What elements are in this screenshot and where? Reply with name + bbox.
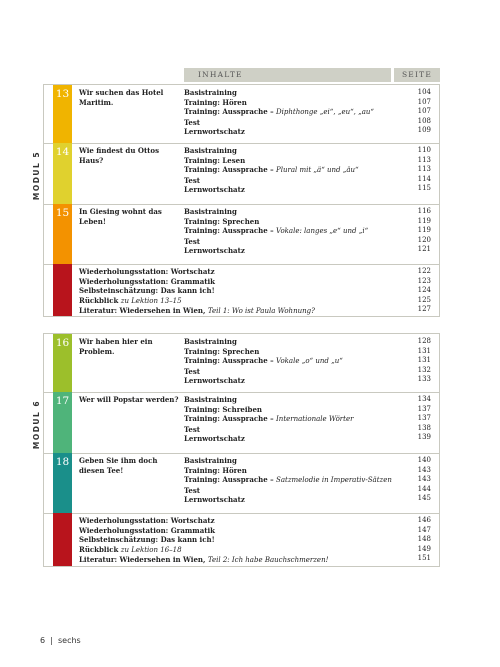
module-5 xyxy=(32,84,440,317)
item: Training: Hören xyxy=(184,465,247,475)
lesson-14[interactable] xyxy=(44,143,439,205)
lesson-items xyxy=(184,207,394,256)
item: Basistraining xyxy=(184,456,237,465)
lesson-title: Wie findest du Ottos Haus? xyxy=(79,146,160,165)
page-numbers: 146 147 148 149 151 xyxy=(417,516,431,562)
lesson-number-tab: 16 xyxy=(53,334,72,392)
page-footer xyxy=(40,636,81,645)
item: Training: Lesen xyxy=(184,155,246,165)
lesson-title: Geben Sie ihm doch diesen Tee! xyxy=(79,456,158,475)
item: Training: Sprechen xyxy=(184,216,260,226)
item: Training: Hören xyxy=(184,97,247,107)
item: Test xyxy=(184,366,201,376)
footer-separator: | xyxy=(50,636,53,645)
lesson-title: Wir suchen das Hotel Maritim. xyxy=(79,88,164,107)
review-items xyxy=(79,516,379,566)
item: Wiederholungsstation: Wortschatz xyxy=(79,516,215,525)
item: Lernwortschatz xyxy=(184,127,245,136)
review-section[interactable] xyxy=(44,513,439,566)
module-label: MODUL 6 xyxy=(32,399,42,449)
page-numbers: 134 137 137 138 139 xyxy=(417,395,431,441)
lesson-title: In Giesing wohnt das Leben! xyxy=(79,207,162,226)
item: Test xyxy=(184,424,201,434)
item: Basistraining xyxy=(184,88,237,97)
review-items xyxy=(79,267,379,317)
lesson-18[interactable] xyxy=(44,453,439,514)
item: Test xyxy=(184,117,201,127)
item: Training: Aussprache – Diphthonge „ei“, „eu“, „au“ xyxy=(184,107,375,116)
item: Wiederholungsstation: Wortschatz xyxy=(79,267,215,276)
page-numbers: 116 119 119 120 121 xyxy=(417,207,431,253)
lesson-items xyxy=(184,337,394,386)
item: Test xyxy=(184,236,201,246)
item: Literatur: Wiedersehen in Wien, Teil 1: Wo ist Paula Wohnung? xyxy=(79,306,315,315)
header-seite: SEITE xyxy=(394,68,440,82)
lesson-items xyxy=(184,395,394,444)
lesson-title: Wir haben hier ein Problem. xyxy=(79,337,153,356)
item: Wiederholungsstation: Grammatik xyxy=(79,525,215,535)
lesson-title: Wer will Popstar werden? xyxy=(79,395,179,404)
item: Test xyxy=(184,485,201,495)
item: Training: Schreiben xyxy=(184,404,262,414)
page-numbers: 128 131 131 132 133 xyxy=(417,337,431,383)
lesson-items xyxy=(184,146,394,195)
item: Basistraining xyxy=(184,146,237,155)
lesson-13[interactable] xyxy=(44,85,439,144)
item: Selbsteinschätzung: Das kann ich! xyxy=(79,535,215,544)
lesson-17[interactable] xyxy=(44,392,439,454)
item: Lernwortschatz xyxy=(184,246,245,255)
lesson-items xyxy=(184,88,394,137)
lesson-15[interactable] xyxy=(44,204,439,265)
item: Training: Aussprache – Internationale Wörter xyxy=(184,414,354,423)
item: Training: Aussprache – Satzmelodie in Imperativ-Sätzen xyxy=(184,475,392,484)
lesson-number-tab: 13 xyxy=(53,85,72,143)
item: Wiederholungsstation: Grammatik xyxy=(79,276,215,286)
item: Test xyxy=(184,175,201,185)
module-6 xyxy=(32,333,440,567)
module-label: MODUL 5 xyxy=(32,150,42,200)
item: Lernwortschatz xyxy=(184,185,245,194)
item: Lernwortschatz xyxy=(184,376,245,385)
page-numbers: 122 123 124 125 127 xyxy=(417,267,431,313)
lesson-items xyxy=(184,456,394,505)
item: Lernwortschatz xyxy=(184,434,245,443)
item: Training: Aussprache – Plural mit „ä“ und „äu“ xyxy=(184,165,359,174)
lesson-16[interactable] xyxy=(44,334,439,393)
lesson-number-tab: 14 xyxy=(53,143,72,204)
item: Lernwortschatz xyxy=(184,495,245,504)
lesson-number-tab: 17 xyxy=(53,392,72,453)
page-numbers: 104 107 107 108 109 xyxy=(417,88,431,134)
item: Basistraining xyxy=(184,395,237,404)
page-numbers: 110 113 113 114 115 xyxy=(417,146,431,192)
item: Basistraining xyxy=(184,207,237,216)
item: Selbsteinschätzung: Das kann ich! xyxy=(79,286,215,295)
header-inhalte: INHALTE xyxy=(184,68,391,82)
lesson-number-tab: 18 xyxy=(53,453,72,513)
review-section[interactable] xyxy=(44,264,439,316)
item: Rückblick zu Lektion 13–15 xyxy=(79,295,182,305)
item: Literatur: Wiedersehen in Wien, Teil 2: Ich habe Bauchschmerzen! xyxy=(79,555,329,564)
review-color-tab xyxy=(53,513,72,566)
page-word: sechs xyxy=(57,636,81,645)
item: Rückblick zu Lektion 16–18 xyxy=(79,544,182,554)
lesson-number-tab: 15 xyxy=(53,204,72,264)
item: Basistraining xyxy=(184,337,237,346)
page-number: 6 xyxy=(40,636,46,645)
page-numbers: 140 143 143 144 145 xyxy=(417,456,431,502)
item: Training: Sprechen xyxy=(184,346,260,356)
review-color-tab xyxy=(53,264,72,316)
item: Training: Aussprache – Vokale „o“ und „u“ xyxy=(184,356,343,365)
item: Training: Aussprache – Vokale: langes „e“ und „i“ xyxy=(184,226,369,235)
